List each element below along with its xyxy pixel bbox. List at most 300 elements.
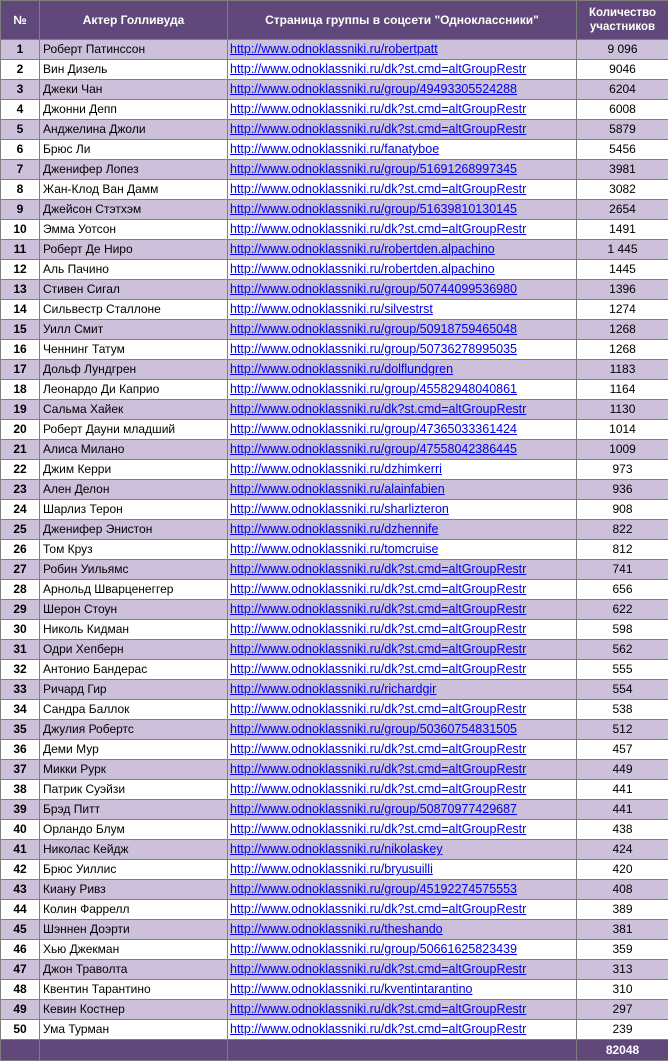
- table-row: [1, 200, 668, 220]
- group-page-link[interactable]: http://www.odnoklassniki.ru/dk?st.cmd=altGroupRestr: [230, 182, 527, 196]
- row-number: 29: [1, 600, 40, 620]
- group-page-link[interactable]: http://www.odnoklassniki.ru/group/50736278995035: [230, 342, 518, 356]
- table-row: [1, 360, 668, 380]
- table-row: [1, 900, 668, 920]
- group-page-cell: [228, 120, 577, 140]
- group-page-link[interactable]: http://www.odnoklassniki.ru/dk?st.cmd=altGroupRestr: [230, 762, 527, 776]
- row-number: 31: [1, 640, 40, 660]
- row-number: 16: [1, 340, 40, 360]
- actor-name: Брюс Уиллис: [40, 860, 228, 880]
- members-count: 6008: [577, 100, 668, 120]
- group-page-cell: [228, 640, 577, 660]
- actor-name: Эмма Уотсон: [40, 220, 228, 240]
- group-page-link[interactable]: http://www.odnoklassniki.ru/dk?st.cmd=altGroupRestr: [230, 1002, 527, 1016]
- group-page-cell: [228, 60, 577, 80]
- table-row: [1, 320, 668, 340]
- actor-name: Дженифер Энистон: [40, 520, 228, 540]
- group-page-cell: [228, 220, 577, 240]
- group-page-cell: [228, 460, 577, 480]
- actor-name: Брюс Ли: [40, 140, 228, 160]
- row-number: 11: [1, 240, 40, 260]
- group-page-cell: [228, 560, 577, 580]
- group-page-cell: [228, 480, 577, 500]
- actor-name: Жан-Клод Ван Дамм: [40, 180, 228, 200]
- group-page-link[interactable]: http://www.odnoklassniki.ru/dk?st.cmd=altGroupRestr: [230, 642, 527, 656]
- row-number: 7: [1, 160, 40, 180]
- group-page-link[interactable]: http://www.odnoklassniki.ru/group/50744099536980: [230, 282, 518, 296]
- table-row: [1, 1020, 668, 1040]
- actor-name: Киану Ривз: [40, 880, 228, 900]
- members-count: 9 096: [577, 40, 668, 60]
- members-count: 424: [577, 840, 668, 860]
- actor-name: Джим Керри: [40, 460, 228, 480]
- group-page-link[interactable]: http://www.odnoklassniki.ru/dk?st.cmd=altGroupRestr: [230, 622, 527, 636]
- members-count: 441: [577, 800, 668, 820]
- group-page-cell: [228, 320, 577, 340]
- group-page-link[interactable]: http://www.odnoklassniki.ru/richardgir: [230, 682, 437, 696]
- table-row: [1, 240, 668, 260]
- header-count-line1: Количество: [588, 7, 657, 19]
- row-number: 1: [1, 40, 40, 60]
- table-row: [1, 540, 668, 560]
- actor-name: Том Круз: [40, 540, 228, 560]
- row-number: 5: [1, 120, 40, 140]
- members-count: 5879: [577, 120, 668, 140]
- members-count: 1268: [577, 340, 668, 360]
- table-row: [1, 840, 668, 860]
- group-page-cell: [228, 420, 577, 440]
- members-count: 598: [577, 620, 668, 640]
- members-count: 741: [577, 560, 668, 580]
- group-page-link[interactable]: http://www.odnoklassniki.ru/dk?st.cmd=altGroupRestr: [230, 102, 527, 116]
- group-page-cell: [228, 660, 577, 680]
- table-body: [1, 40, 668, 1040]
- group-page-link[interactable]: http://www.odnoklassniki.ru/group/49493305524288: [230, 82, 518, 96]
- group-page-link[interactable]: http://www.odnoklassniki.ru/sharlizteron: [230, 502, 449, 516]
- group-page-cell: [228, 680, 577, 700]
- actor-name: Антонио Бандерас: [40, 660, 228, 680]
- actor-name: Ченнинг Татум: [40, 340, 228, 360]
- table-row: [1, 80, 668, 100]
- row-number: 30: [1, 620, 40, 640]
- group-page-cell: [228, 440, 577, 460]
- group-page-cell: [228, 780, 577, 800]
- group-page-link[interactable]: http://www.odnoklassniki.ru/kventintarantino: [230, 982, 473, 996]
- group-page-link[interactable]: http://www.odnoklassniki.ru/group/51691268997345: [230, 162, 518, 176]
- actor-name: Анджелина Джоли: [40, 120, 228, 140]
- group-page-cell: [228, 160, 577, 180]
- members-count: 1396: [577, 280, 668, 300]
- group-page-cell: [228, 340, 577, 360]
- row-number: 33: [1, 680, 40, 700]
- row-number: 20: [1, 420, 40, 440]
- table-row: [1, 520, 668, 540]
- group-page-link[interactable]: http://www.odnoklassniki.ru/dk?st.cmd=altGroupRestr: [230, 62, 527, 76]
- members-count: 449: [577, 760, 668, 780]
- table-row: [1, 380, 668, 400]
- actor-name: Сальма Хайек: [40, 400, 228, 420]
- members-count: 6204: [577, 80, 668, 100]
- row-number: 13: [1, 280, 40, 300]
- members-count: 389: [577, 900, 668, 920]
- group-page-link[interactable]: http://www.odnoklassniki.ru/silvestrst: [230, 302, 433, 316]
- group-page-cell: [228, 960, 577, 980]
- row-number: 35: [1, 720, 40, 740]
- group-page-link[interactable]: http://www.odnoklassniki.ru/fanatyboe: [230, 142, 440, 156]
- actor-name: Сандра Баллок: [40, 700, 228, 720]
- table-header: [1, 1, 668, 40]
- row-number: 2: [1, 60, 40, 80]
- actor-name: Квентин Тарантино: [40, 980, 228, 1000]
- actor-name: Хью Джекман: [40, 940, 228, 960]
- group-page-cell: [228, 620, 577, 640]
- group-page-cell: [228, 920, 577, 940]
- row-number: 39: [1, 800, 40, 820]
- members-count: 554: [577, 680, 668, 700]
- row-number: 25: [1, 520, 40, 540]
- members-count: 420: [577, 860, 668, 880]
- members-count: 381: [577, 920, 668, 940]
- table-row: [1, 500, 668, 520]
- row-number: 46: [1, 940, 40, 960]
- group-page-cell: [228, 360, 577, 380]
- table-row: [1, 280, 668, 300]
- members-count: 512: [577, 720, 668, 740]
- actor-name: Николас Кейдж: [40, 840, 228, 860]
- members-count: 908: [577, 500, 668, 520]
- table-row: [1, 820, 668, 840]
- group-page-link[interactable]: http://www.odnoklassniki.ru/robertden.alpachino: [230, 242, 495, 256]
- group-page-link[interactable]: http://www.odnoklassniki.ru/dk?st.cmd=altGroupRestr: [230, 1022, 527, 1036]
- members-count: 5456: [577, 140, 668, 160]
- actor-name: Дженифер Лопез: [40, 160, 228, 180]
- group-page-cell: [228, 140, 577, 160]
- footer-empty-page: [228, 1040, 577, 1061]
- group-page-cell: [228, 80, 577, 100]
- group-page-cell: [228, 1000, 577, 1020]
- table-row: [1, 800, 668, 820]
- table-row: [1, 460, 668, 480]
- members-count: 359: [577, 940, 668, 960]
- row-number: 26: [1, 540, 40, 560]
- members-count: 1445: [577, 260, 668, 280]
- actor-name: Патрик Суэйзи: [40, 780, 228, 800]
- actor-name: Микки Рурк: [40, 760, 228, 780]
- row-number: 34: [1, 700, 40, 720]
- group-page-cell: [228, 520, 577, 540]
- table-row: [1, 260, 668, 280]
- row-number: 49: [1, 1000, 40, 1020]
- row-number: 37: [1, 760, 40, 780]
- row-number: 44: [1, 900, 40, 920]
- actor-name: Вин Дизель: [40, 60, 228, 80]
- group-page-link[interactable]: http://www.odnoklassniki.ru/dk?st.cmd=altGroupRestr: [230, 662, 527, 676]
- group-page-cell: [228, 740, 577, 760]
- group-page-link[interactable]: http://www.odnoklassniki.ru/dk?st.cmd=altGroupRestr: [230, 782, 527, 796]
- header-group-page: Страница группы в соцсети "Одноклассники": [228, 1, 577, 40]
- group-page-cell: [228, 600, 577, 620]
- members-count: 812: [577, 540, 668, 560]
- group-page-link[interactable]: http://www.odnoklassniki.ru/dk?st.cmd=altGroupRestr: [230, 582, 527, 596]
- row-number: 27: [1, 560, 40, 580]
- actor-name: Арнольд Шварценеггер: [40, 580, 228, 600]
- actor-name: Джон Траволта: [40, 960, 228, 980]
- actor-name: Николь Кидман: [40, 620, 228, 640]
- group-page-cell: [228, 1020, 577, 1040]
- actor-name: Уилл Смит: [40, 320, 228, 340]
- group-page-cell: [228, 540, 577, 560]
- group-page-link[interactable]: http://www.odnoklassniki.ru/theshando: [230, 922, 443, 936]
- actor-name: Ума Турман: [40, 1020, 228, 1040]
- group-page-link[interactable]: http://www.odnoklassniki.ru/dk?st.cmd=altGroupRestr: [230, 122, 527, 136]
- row-number: 10: [1, 220, 40, 240]
- table-row: [1, 720, 668, 740]
- group-page-link[interactable]: http://www.odnoklassniki.ru/robertden.alpachino: [230, 262, 495, 276]
- table-row: [1, 480, 668, 500]
- group-page-link[interactable]: http://www.odnoklassniki.ru/dk?st.cmd=altGroupRestr: [230, 702, 527, 716]
- members-count: 239: [577, 1020, 668, 1040]
- table-row: [1, 960, 668, 980]
- row-number: 15: [1, 320, 40, 340]
- group-page-link[interactable]: http://www.odnoklassniki.ru/dk?st.cmd=altGroupRestr: [230, 902, 527, 916]
- members-count: 1268: [577, 320, 668, 340]
- group-page-link[interactable]: http://www.odnoklassniki.ru/tomcruise: [230, 542, 439, 556]
- group-page-cell: [228, 820, 577, 840]
- header-number: №: [1, 1, 40, 40]
- members-count: 441: [577, 780, 668, 800]
- group-page-link[interactable]: http://www.odnoklassniki.ru/group/50661625823439: [230, 942, 518, 956]
- actor-name: Сильвестр Сталлоне: [40, 300, 228, 320]
- table-row: [1, 180, 668, 200]
- actor-name: Роберт Дауни младший: [40, 420, 228, 440]
- table-row: [1, 620, 668, 640]
- actor-name: Джулия Робертс: [40, 720, 228, 740]
- actor-name: Шарлиз Терон: [40, 500, 228, 520]
- table-footer: [1, 1040, 668, 1061]
- group-page-link[interactable]: http://www.odnoklassniki.ru/dk?st.cmd=altGroupRestr: [230, 562, 527, 576]
- group-page-link[interactable]: http://www.odnoklassniki.ru/dk?st.cmd=altGroupRestr: [230, 962, 527, 976]
- row-number: 18: [1, 380, 40, 400]
- actor-name: Колин Фаррелл: [40, 900, 228, 920]
- row-number: 9: [1, 200, 40, 220]
- members-count: 656: [577, 580, 668, 600]
- row-number: 3: [1, 80, 40, 100]
- members-count: 1130: [577, 400, 668, 420]
- members-count: 973: [577, 460, 668, 480]
- group-page-cell: [228, 400, 577, 420]
- members-count: 408: [577, 880, 668, 900]
- group-page-cell: [228, 840, 577, 860]
- actor-name: Робин Уильямс: [40, 560, 228, 580]
- actor-name: Роберт Де Ниро: [40, 240, 228, 260]
- row-number: 17: [1, 360, 40, 380]
- group-page-cell: [228, 720, 577, 740]
- group-page-link[interactable]: http://www.odnoklassniki.ru/dk?st.cmd=altGroupRestr: [230, 402, 527, 416]
- row-number: 21: [1, 440, 40, 460]
- actor-name: Брэд Питт: [40, 800, 228, 820]
- group-page-link[interactable]: http://www.odnoklassniki.ru/group/47558042386445: [230, 442, 518, 456]
- table-row: [1, 760, 668, 780]
- group-page-cell: [228, 760, 577, 780]
- group-page-link[interactable]: http://www.odnoklassniki.ru/dk?st.cmd=altGroupRestr: [230, 222, 527, 236]
- group-page-link[interactable]: http://www.odnoklassniki.ru/dzhennife: [230, 522, 439, 536]
- members-count: 1491: [577, 220, 668, 240]
- table-row: [1, 220, 668, 240]
- group-page-cell: [228, 980, 577, 1000]
- header-members-count: [577, 1, 668, 40]
- members-count: 313: [577, 960, 668, 980]
- group-page-cell: [228, 40, 577, 60]
- table-row: [1, 400, 668, 420]
- members-count: 622: [577, 600, 668, 620]
- members-count: 1 445: [577, 240, 668, 260]
- table-row: [1, 700, 668, 720]
- actor-name: Шерон Стоун: [40, 600, 228, 620]
- actor-name: Джейсон Стэтхэм: [40, 200, 228, 220]
- row-number: 41: [1, 840, 40, 860]
- members-count: 1274: [577, 300, 668, 320]
- group-page-link[interactable]: http://www.odnoklassniki.ru/group/50870977429687: [230, 802, 518, 816]
- table-row: [1, 860, 668, 880]
- group-page-link[interactable]: http://www.odnoklassniki.ru/dzhimkerri: [230, 462, 442, 476]
- group-page-cell: [228, 940, 577, 960]
- members-count: 1164: [577, 380, 668, 400]
- header-actor: Актер Голливуда: [40, 1, 228, 40]
- table-row: [1, 140, 668, 160]
- table-row: [1, 340, 668, 360]
- members-count: 2654: [577, 200, 668, 220]
- table-row: [1, 640, 668, 660]
- group-page-cell: [228, 240, 577, 260]
- row-number: 19: [1, 400, 40, 420]
- members-count: 1009: [577, 440, 668, 460]
- group-page-link[interactable]: http://www.odnoklassniki.ru/dk?st.cmd=altGroupRestr: [230, 822, 527, 836]
- table-row: [1, 120, 668, 140]
- row-number: 6: [1, 140, 40, 160]
- members-count: 310: [577, 980, 668, 1000]
- group-page-cell: [228, 800, 577, 820]
- actor-name: Ален Делон: [40, 480, 228, 500]
- group-page-link[interactable]: http://www.odnoklassniki.ru/nikolaskey: [230, 842, 443, 856]
- table-row: [1, 300, 668, 320]
- row-number: 4: [1, 100, 40, 120]
- actor-name: Аль Пачино: [40, 260, 228, 280]
- group-page-cell: [228, 380, 577, 400]
- group-page-cell: [228, 900, 577, 920]
- group-page-link[interactable]: http://www.odnoklassniki.ru/dk?st.cmd=altGroupRestr: [230, 742, 527, 756]
- table-row: [1, 440, 668, 460]
- actor-name: Орландо Блум: [40, 820, 228, 840]
- group-page-link[interactable]: http://www.odnoklassniki.ru/group/50360754831505: [230, 722, 518, 736]
- group-page-cell: [228, 880, 577, 900]
- members-count: 297: [577, 1000, 668, 1020]
- members-count: 9046: [577, 60, 668, 80]
- group-page-cell: [228, 500, 577, 520]
- group-page-link[interactable]: http://www.odnoklassniki.ru/alainfabien: [230, 482, 445, 496]
- table-row: [1, 1000, 668, 1020]
- group-page-cell: [228, 860, 577, 880]
- members-count: 562: [577, 640, 668, 660]
- table-row: [1, 40, 668, 60]
- actor-name: Кевин Костнер: [40, 1000, 228, 1020]
- members-count: 457: [577, 740, 668, 760]
- group-page-link[interactable]: http://www.odnoklassniki.ru/group/45582948040861: [230, 382, 518, 396]
- group-page-link[interactable]: http://www.odnoklassniki.ru/group/51639810130145: [230, 202, 518, 216]
- group-page-link[interactable]: http://www.odnoklassniki.ru/dk?st.cmd=altGroupRestr: [230, 602, 527, 616]
- group-page-cell: [228, 200, 577, 220]
- table-row: [1, 560, 668, 580]
- table-row: [1, 160, 668, 180]
- group-page-cell: [228, 100, 577, 120]
- group-page-cell: [228, 300, 577, 320]
- members-count: 1183: [577, 360, 668, 380]
- row-number: 36: [1, 740, 40, 760]
- group-page-link[interactable]: http://www.odnoklassniki.ru/bryusuilli: [230, 862, 433, 876]
- row-number: 42: [1, 860, 40, 880]
- table-row: [1, 100, 668, 120]
- row-number: 28: [1, 580, 40, 600]
- table-row: [1, 580, 668, 600]
- table-row: [1, 980, 668, 1000]
- group-page-cell: [228, 280, 577, 300]
- row-number: 12: [1, 260, 40, 280]
- table-row: [1, 940, 668, 960]
- table-row: [1, 420, 668, 440]
- table-row: [1, 920, 668, 940]
- row-number: 32: [1, 660, 40, 680]
- actor-name: Одри Хепберн: [40, 640, 228, 660]
- table-row: [1, 740, 668, 760]
- total-count: 82048: [577, 1040, 668, 1061]
- actor-name: Джеки Чан: [40, 80, 228, 100]
- group-page-link[interactable]: http://www.odnoklassniki.ru/group/47365033361424: [230, 422, 518, 436]
- row-number: 14: [1, 300, 40, 320]
- group-page-cell: [228, 700, 577, 720]
- actor-name: Дольф Лундгрен: [40, 360, 228, 380]
- actor-name: Стивен Сигал: [40, 280, 228, 300]
- group-page-cell: [228, 180, 577, 200]
- row-number: 22: [1, 460, 40, 480]
- actor-name: Джонни Депп: [40, 100, 228, 120]
- row-number: 50: [1, 1020, 40, 1040]
- row-number: 23: [1, 480, 40, 500]
- actor-name: Роберт Патинссон: [40, 40, 228, 60]
- members-count: 822: [577, 520, 668, 540]
- table-row: [1, 60, 668, 80]
- members-count: 936: [577, 480, 668, 500]
- row-number: 38: [1, 780, 40, 800]
- group-page-link[interactable]: http://www.odnoklassniki.ru/robertpatt: [230, 42, 438, 56]
- footer-empty-number: [1, 1040, 40, 1061]
- group-page-link[interactable]: http://www.odnoklassniki.ru/group/50918759465048: [230, 322, 518, 336]
- group-page-link[interactable]: http://www.odnoklassniki.ru/group/45192274575553: [230, 882, 518, 896]
- table-row: [1, 780, 668, 800]
- group-page-link[interactable]: http://www.odnoklassniki.ru/dolflundgren: [230, 362, 454, 376]
- row-number: 45: [1, 920, 40, 940]
- members-count: 555: [577, 660, 668, 680]
- row-number: 47: [1, 960, 40, 980]
- row-number: 8: [1, 180, 40, 200]
- footer-empty-actor: [40, 1040, 228, 1061]
- group-page-cell: [228, 260, 577, 280]
- members-count: 438: [577, 820, 668, 840]
- members-count: 1014: [577, 420, 668, 440]
- row-number: 40: [1, 820, 40, 840]
- actor-name: Алиса Милано: [40, 440, 228, 460]
- table-row: [1, 600, 668, 620]
- header-count-line2: участников: [589, 21, 656, 33]
- table-row: [1, 880, 668, 900]
